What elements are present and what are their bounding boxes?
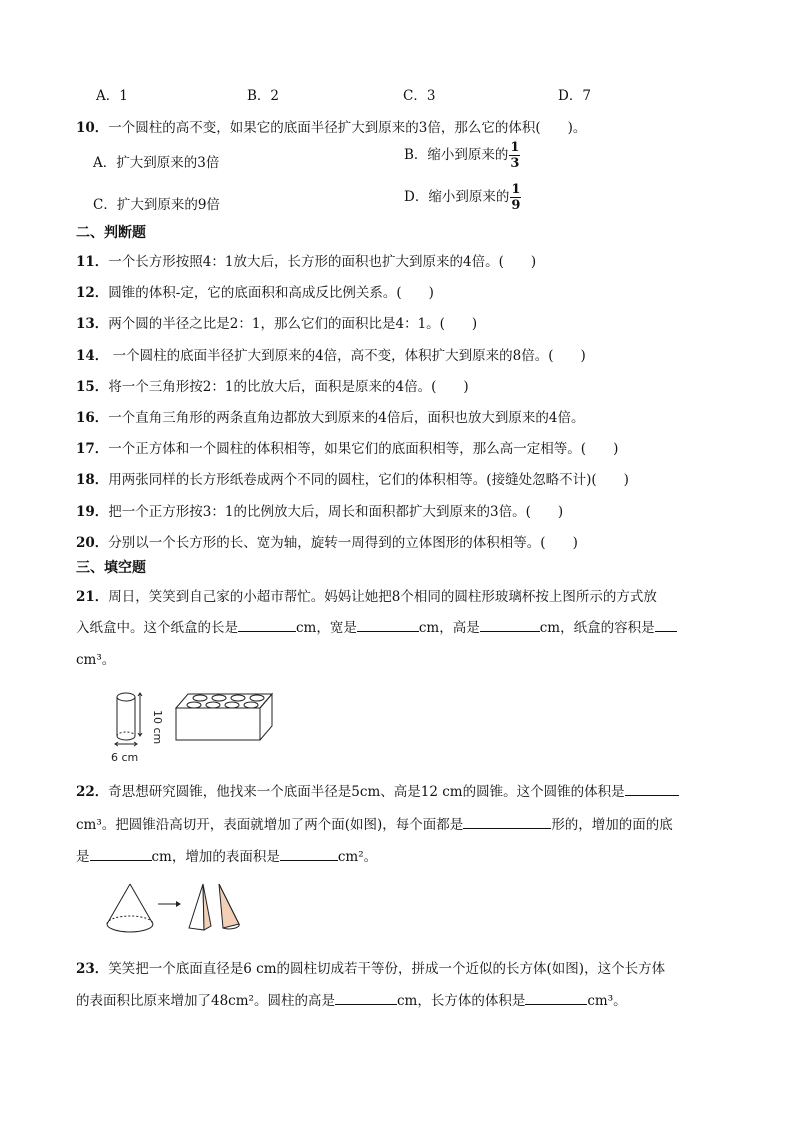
q10-option-d xyxy=(404,183,521,212)
section-title-fill: 三、填空题 xyxy=(76,560,146,576)
cut-face-left xyxy=(203,884,211,930)
answer-blank[interactable] xyxy=(280,848,338,861)
fraction-one-ninth: $\frac{1}{9}$ xyxy=(511,182,521,213)
q18: 18．用两张同样的长方形纸卷成两个不同的圆柱，它们的体积相等。(接缝处忽略不计)( ) xyxy=(76,472,629,488)
q22-line2: cm³。把圆锥沿高切开，表面就增加了两个面(如图)，每个面都是 形的，增加的面的底 xyxy=(76,817,673,833)
section-title-judge: 二、判断题 xyxy=(76,225,146,241)
q17: 17．一个正方体和一个圆柱的体积相等，如果它们的底面积相等，那么高一定相等。( ) xyxy=(76,441,619,457)
q23-line2: 的表面积比原来增加了48cm²。圆柱的高是 cm，长方体的体积是 cm³。 xyxy=(76,993,627,1009)
q10-stem xyxy=(76,116,586,136)
answer-blank[interactable] xyxy=(238,619,296,632)
cone-drawing xyxy=(107,884,153,932)
q21-figure xyxy=(104,688,284,768)
answer-blank[interactable] xyxy=(90,848,152,861)
q11: 11．一个长方形按照4：1放大后，长方形的面积也扩大到原来的4倍。( ) xyxy=(76,254,537,270)
width-label: 6 cm xyxy=(111,751,139,764)
q10-option-b xyxy=(404,141,520,170)
q10-option-a: A．扩大到原来的3倍 xyxy=(93,155,220,171)
question-number: 10． xyxy=(76,120,109,136)
answer-blank[interactable] xyxy=(525,992,587,1005)
q22-line1: 22．奇思想研究圆锥，他找来一个底面半径是5cm、高是12 cm的圆锥。这个圆锥的体积是 xyxy=(76,780,679,800)
q21-line2: 入纸盒中。这个纸盒的长是 cm，宽是 cm，高是 cm，纸盒的容积是 xyxy=(76,616,677,636)
answer-blank[interactable] xyxy=(463,816,551,829)
q13: 13．两个圆的半径之比是2：1，那么它们的面积比是4：1。( ) xyxy=(76,316,478,332)
answer-blank[interactable] xyxy=(655,619,677,632)
split-cone-drawing xyxy=(189,884,239,930)
height-label: 10 cm xyxy=(151,710,164,745)
q9-option-c: C．3 xyxy=(403,88,436,104)
q22-line3: 是 cm，增加的表面积是 cm²。 xyxy=(76,849,378,865)
arrow-icon xyxy=(158,901,181,907)
q21-line1: 21．周日，笑笑到自己家的小超市帮忙。妈妈让她把8个相同的圆柱形玻璃杯按上图所示的方式放 xyxy=(76,589,657,605)
fraction-one-third: $\frac{1}{3}$ xyxy=(510,140,520,171)
q15: 15．将一个三角形按2：1的比放大后，面积是原来的4倍。( ) xyxy=(76,379,469,395)
q21-line3: cm³。 xyxy=(76,652,116,668)
option-text: D．缩小到原来的 xyxy=(404,189,510,205)
answer-blank[interactable] xyxy=(335,992,397,1005)
q9-option-a: A．1 xyxy=(96,88,128,104)
answer-blank[interactable] xyxy=(357,619,419,632)
q20: 20．分别以一个长方形的长、宽为轴，旋转一周得到的立体图形的体积相等。( ) xyxy=(76,535,578,551)
answer-blank[interactable] xyxy=(625,783,679,796)
answer-blank[interactable] xyxy=(480,619,540,632)
q10-option-c: C．扩大到原来的9倍 xyxy=(93,197,220,213)
q14: 14． 一个圆柱的底面半径扩大到原来的4倍，高不变，体积扩大到原来的8倍。( ) xyxy=(76,348,586,364)
q16: 16．一个直角三角形的两条直角边都放大到原来的4倍后，面积也放大到原来的4倍。 xyxy=(76,410,585,426)
option-text: B．缩小到原来的 xyxy=(404,147,509,163)
q23-line1: 23．笑笑把一个底面直径是6 cm的圆柱切成若干等份，拼成一个近似的长方体(如图)，这个长方体 xyxy=(76,961,666,977)
cylinder-drawing xyxy=(115,693,142,746)
q9-option-d: D．7 xyxy=(558,88,591,104)
q22-figure xyxy=(100,880,260,942)
q9-option-b: B．2 xyxy=(247,88,280,104)
q19: 19．把一个正方形按3：1的比例放大后，周长和面积都扩大到原来的3倍。( ) xyxy=(76,504,564,520)
question-text: 一个圆柱的高不变，如果它的底面半径扩大到原来的3倍，那么它的体积( )。 xyxy=(108,120,587,136)
q12: 12．圆锥的体积-定，它的底面积和高成反比例关系。( ) xyxy=(76,285,434,301)
box-drawing xyxy=(176,694,272,740)
